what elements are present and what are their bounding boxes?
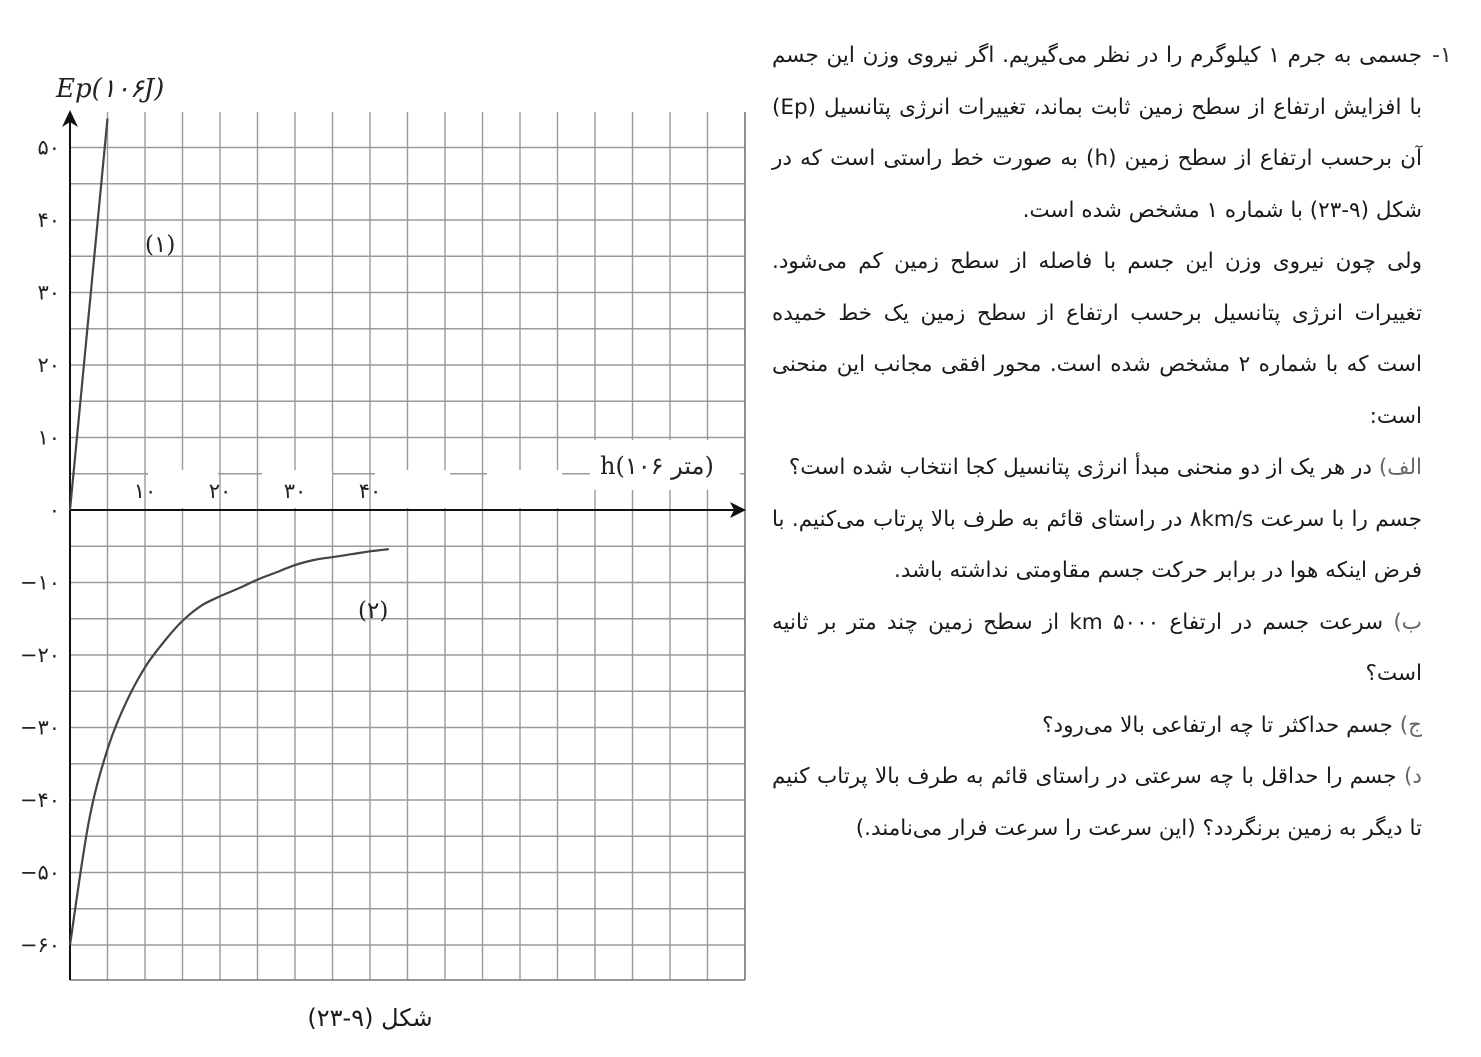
part-label: الف) [1378,455,1422,480]
part-label: د) [1404,764,1422,789]
part-text: جسم را با سرعت ۸km/s در راستای قائم به طرف بالا پرتاب می‌کنیم. با فرض اینکه هوا در برابر حرکت جسم مقاومتی نداشته باشد. [772,506,1422,583]
x-tick-label: ۲۰ [208,479,232,503]
x-axis-label: h(۱۰۶ متر) [600,452,714,480]
y-tick-label: −۴۰ [19,788,60,812]
part-label: ب) [1393,609,1422,635]
y-tick-label: −۲۰ [19,643,60,667]
y-tick-label: ۳۰ [37,280,60,305]
series-label-2: (۲) [358,598,389,624]
y-tick-label: ۰ [48,498,60,522]
part-text: جسم را حداقل با چه سرعتی در راستای قائم به طرف بالا پرتاب کنیم تا دیگر به زمین برنگردد؟ (این سرعت را سرعت فرار می‌نامند.) [772,764,1422,841]
part-be [772,597,1422,700]
series-line-1 [70,119,108,511]
tick-label-box [375,470,450,508]
y-tick-label: ۴۰ [37,208,60,232]
figure-caption: شکل (۹-۲۳) [307,1004,433,1032]
question-text [772,30,1422,854]
part-text: در هر یک از دو منحنی مبدأ انرژی پتانسیل کجا انتخاب شده است؟ [788,455,1372,480]
series-label-1: (۱) [145,232,176,258]
paragraph-1: جسمی به جرم ۱ کیلوگرم را در نظر می‌گیریم. اگر نیروی وزن این جسم با افزایش ارتفاع از سطح زمین ثابت بماند، تغییرات انرژی پتانسیل (Ep) آن برحسب ارتفاع از سطح زمین (h) به صورت خط راستی است که در شکل (۹-۲۳) با شماره ۱ مشخص شده است. [772,43,1422,223]
chart [0,0,760,1000]
y-axis-label: Ep(۱۰۶J) [56,74,165,104]
part-alef [772,442,1422,494]
tick-label-box [487,470,562,508]
part-jim [772,700,1422,752]
part-label: ج) [1399,712,1422,738]
part-text: جسم حداکثر تا چه ارتفاعی بالا می‌رود؟ [1042,712,1393,738]
y-tick-label: −۱۰ [19,570,60,595]
x-tick-label: ۴۰ [358,479,382,503]
y-tick-label: −۵۰ [19,860,60,885]
y-tick-label: −۶۰ [19,933,60,957]
paragraph-2: ولی چون نیروی وزن این جسم با فاصله از سطح زمین کم می‌شود. تغییرات انرژی پتانسیل برحسب ارتفاع از سطح زمین یک خط خمیده است که با شماره ۲ مشخص شده است. محور افقی مجانب این منحنی است: [772,249,1422,429]
tick-label-box [148,470,218,508]
y-tick-label: −۳۰ [19,715,60,740]
part-dal [772,751,1422,854]
part-text: سرعت جسم در ارتفاع ۵۰۰۰ km از سطح زمین چند متر بر ثانیه است؟ [772,609,1422,686]
question-number: -۱ [1432,43,1452,68]
y-tick-label: ۲۰ [37,353,60,377]
x-tick-label: ۱۰ [133,479,157,503]
launch-statement [772,494,1422,597]
series-line-2 [70,549,389,945]
y-tick-label: ۵۰ [37,135,60,160]
y-tick-label: ۱۰ [37,425,60,450]
x-tick-label: ۳۰ [283,479,307,503]
